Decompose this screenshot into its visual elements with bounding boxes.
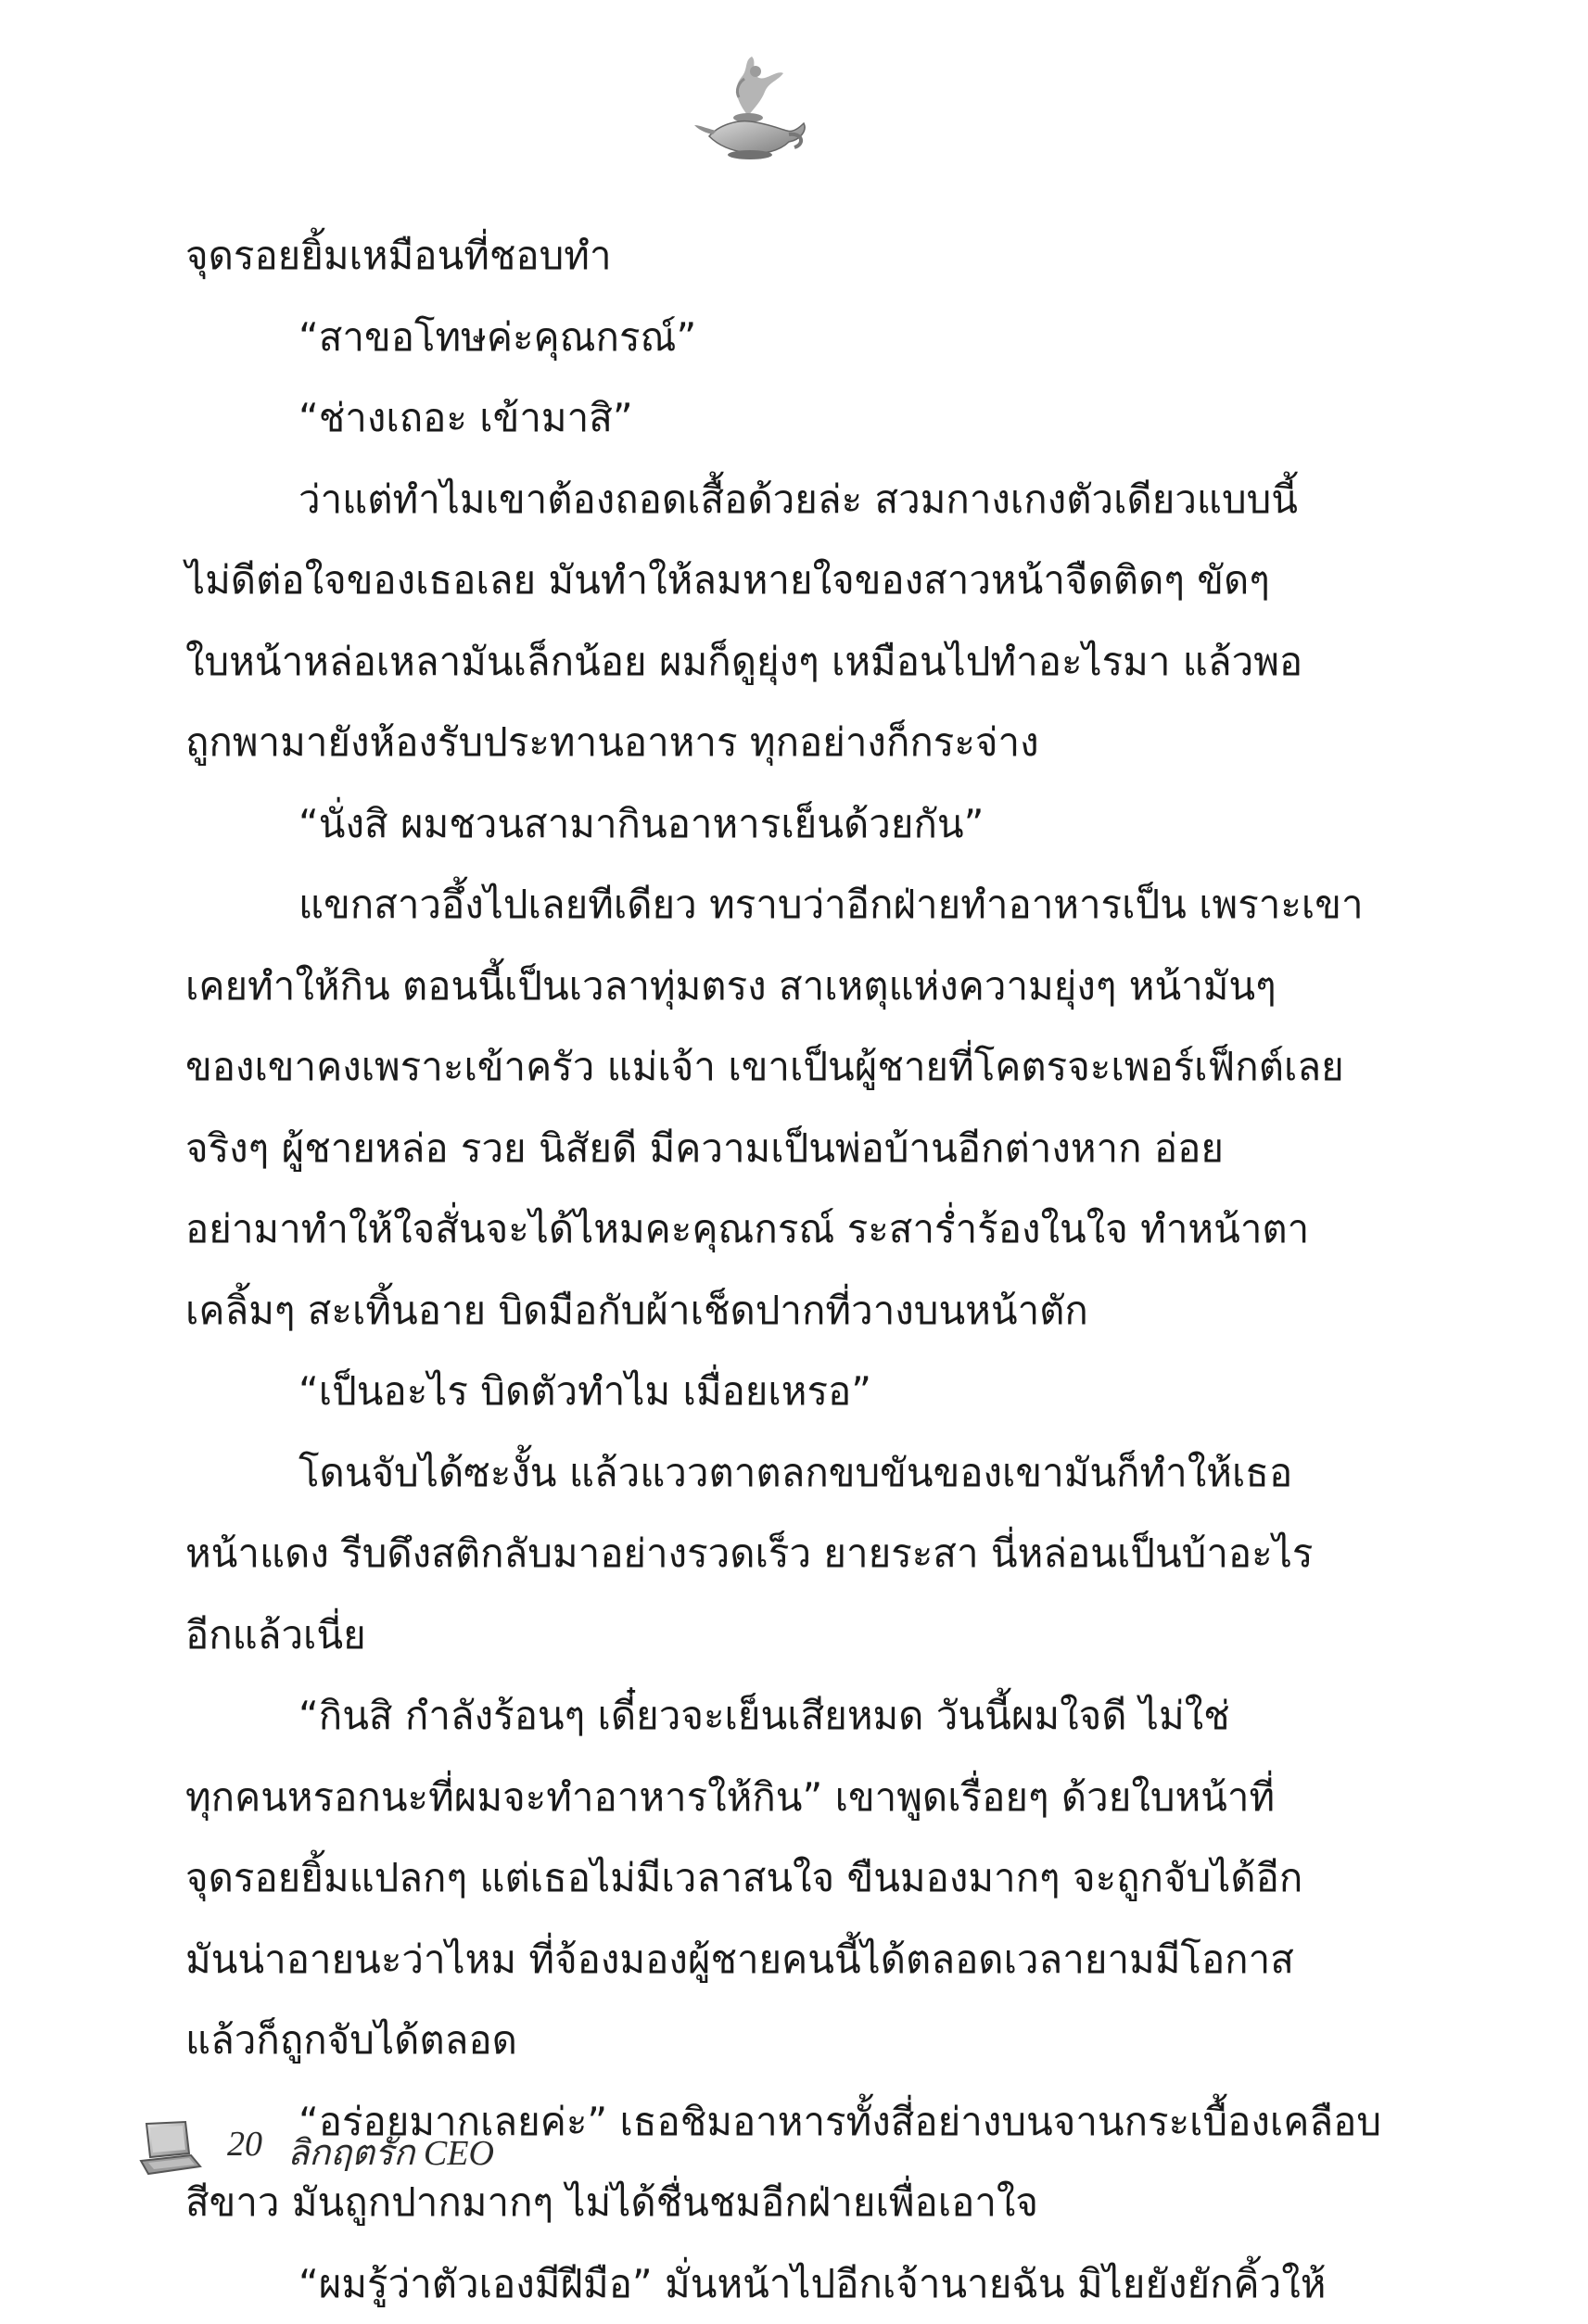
text-line: ไม่ดีต่อใจของเธอเลย มันทำให้ลมหายใจของสาวหน้าจืดติดๆ ขัดๆ	[185, 540, 1321, 621]
text-line: “ช่างเถอะ เข้ามาสิ”	[185, 377, 1321, 459]
text-line: หน้าแดง รีบดึงสติกลับมาอย่างรวดเร็ว ยายระสา นี่หล่อนเป็นบ้าอะไร	[185, 1513, 1321, 1594]
book-title: ลิกฤตรัก CEO	[287, 2124, 494, 2180]
genie-lamp-ornament-icon	[691, 51, 811, 162]
text-line: “นั่งสิ ผมชวนสามากินอาหารเย็นด้วยกัน”	[185, 783, 1321, 865]
text-line: เคลิ้มๆ สะเทิ้นอาย บิดมือกับผ้าเช็ดปากที่วางบนหน้าตัก	[185, 1270, 1321, 1352]
text-line: อีกแล้วเนี่ย	[185, 1594, 1321, 1676]
text-line: ว่าแต่ทำไมเขาต้องถอดเสื้อด้วยล่ะ สวมกางเกงตัวเดียวแบบนี้	[185, 459, 1321, 540]
text-line: “อร่อยมากเลยค่ะ” เธอชิมอาหารทั้งสี่อย่างบนจานกระเบื้องเคลือบ	[185, 2081, 1321, 2163]
text-line: โดนจับได้ซะงั้น แล้วแววตาตลกขบขันของเขามันก็ทำให้เธอ	[185, 1432, 1321, 1514]
text-line: แขกสาวอึ้งไปเลยทีเดียว ทราบว่าอีกฝ่ายทำอาหารเป็น เพราะเขา	[185, 864, 1321, 946]
body-text	[185, 215, 1321, 2324]
page-footer	[139, 2116, 603, 2191]
text-line: แล้วก็ถูกจับได้ตลอด	[185, 2000, 1321, 2081]
text-line: เคยทำให้กิน ตอนนี้เป็นเวลาทุ่มตรง สาเหตุแห่งความยุ่งๆ หน้ามันๆ	[185, 946, 1321, 1027]
text-line: ทุกคนหรอกนะที่ผมจะทำอาหารให้กิน” เขาพูดเรื่อยๆ ด้วยใบหน้าที่	[185, 1757, 1321, 1838]
page-number: 20	[227, 2124, 262, 2165]
text-line: “กินสิ กำลังร้อนๆ เดี๋ยวจะเย็นเสียหมด วันนี้ผมใจดี ไม่ใช่	[185, 1675, 1321, 1757]
text-line: จุดรอยยิ้มเหมือนที่ชอบทำ	[185, 215, 1321, 297]
text-line: “ผมรู้ว่าตัวเองมีฝีมือ” มั่นหน้าไปอีกเจ้านายฉัน มิไยยังยักคิ้วให้	[185, 2243, 1321, 2324]
text-line: สีขาว มันถูกปากมากๆ ไม่ได้ชื่นชมอีกฝ่ายเพื่อเอาใจ	[185, 2162, 1321, 2243]
text-line: มันน่าอายนะว่าไหม ที่จ้องมองผู้ชายคนนี้ได้ตลอดเวลายามมีโอกาส	[185, 1919, 1321, 2000]
text-line: จุดรอยยิ้มแปลกๆ แต่เธอไม่มีเวลาสนใจ ขืนมองมากๆ จะถูกจับได้อีก	[185, 1837, 1321, 1919]
text-line: “เป็นอะไร บิดตัวทำไม เมื่อยเหรอ”	[185, 1351, 1321, 1432]
text-line: “สาขอโทษค่ะคุณกรณ์”	[185, 297, 1321, 378]
text-line: ถูกพามายังห้องรับประทานอาหาร ทุกอย่างก็กระจ่าง	[185, 702, 1321, 783]
laptop-icon	[139, 2120, 202, 2178]
text-line: อย่ามาทำให้ใจสั่นจะได้ไหมคะคุณกรณ์ ระสาร่ำร้องในใจ ทำหน้าตา	[185, 1188, 1321, 1270]
text-line: ใบหน้าหล่อเหลามันเล็กน้อย ผมก็ดูยุ่งๆ เหมือนไปทำอะไรมา แล้วพอ	[185, 621, 1321, 703]
text-line: จริงๆ ผู้ชายหล่อ รวย นิสัยดี มีความเป็นพ่อบ้านอีกต่างหาก อ่อย	[185, 1108, 1321, 1189]
text-line: ของเขาคงเพราะเข้าครัว แม่เจ้า เขาเป็นผู้ชายที่โคตรจะเพอร์เฟ็กต์เลย	[185, 1026, 1321, 1108]
